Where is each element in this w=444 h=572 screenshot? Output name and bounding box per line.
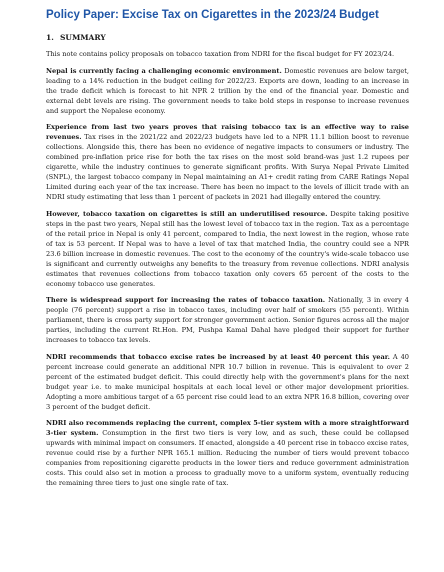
paragraph-lead: NDRI recommends that tobacco excise rates be increased by at least 40 percent this year. — [46, 352, 390, 361]
paragraph-lead: Nepal is currently facing a challenging economic environment. — [46, 66, 282, 75]
paragraph-lead: However, tobacco taxation on cigarettes is still an underutilised resource. — [46, 209, 328, 218]
paragraph-recommend-increase — [46, 352, 409, 412]
paragraph-tax-experience — [46, 122, 409, 202]
paragraph-lead: NDRI also recommends replacing the current, complex 5-tier system with a more straightforward 3-tier system. — [46, 419, 409, 437]
page-title: Policy Paper: Excise Tax on Cigarettes in the 2023/24 Budget — [46, 9, 379, 21]
paragraph-public-support — [46, 295, 409, 345]
paragraph-body: Domestic revenues are below target, leading to a 14% reduction in the budget ceiling for 2022/23. Exports are down, leading to an increase in the trade deficit which is forecast to hit NPR 2 trillion by the end of the financial year. Domestic and external debt levels are rising. The government needs to take bold steps in response to increase revenues and support the Nepalese economy. — [46, 66, 410, 115]
paragraph-economic-environment — [46, 66, 409, 116]
paragraph-body: Tax rises in the 2021/22 and 2022/23 budgets have led to a NPR 11.1 billion boost to revenue collections. Alongside this, there has been no evidence of negative impacts to consumers or industry. The combined pre-inflation price rise for both the tax rises on the most sold brand-was just 1.2 rupees per cigarette, while the industry continues to generate significant profits. With Surya Nepal Private Limited (SNPL), the largest tobacco company in Nepal maintaining an A1+ credit rating from CARE Ratings Nepal Limited during each year of the tax increase. There has been no impact to the levels of illicit trade with an NDRI study estimating that less than 1 percent of packets in 2021 had illegally entered the country. — [46, 133, 409, 201]
paragraph-body: Despite taking positive steps in the past two years, Nepal still has the lowest level of tobacco tax in the region. Tax as a percentage of the retail price in Nepal is only 41 percent, compared to India, the next lowest in the region, whose rate of tax is 53 percent. If Nepal was to have a level of tax that matched India, the country could see a NPR 23.6 billion increase in domestic revenues. The cost to the economy of the country's wide-scale tobacco use is significant and currently outweighs any benefits to the treasury from revenue collections. NDRI analysis estimates that revenues collections from tobacco taxation only covers 65 percent of the costs to the economy tobacco use generates. — [46, 209, 409, 288]
intro-paragraph: This note contains policy proposals on tobacco taxation from NDRI for the fiscal budget for FY 2023/24. — [46, 50, 395, 58]
paragraph-body: Nationally, 3 in every 4 people (76 percent) support a rise in tobacco taxes, including over half of smokers (55 percent). Within parliament, there is cross party support for stronger government action. Senior figures across all the major parties, including the current Rt.Hon. PM, Pushpa Kamal Dahal have pledged their support for further increases to tobacco tax levels. — [46, 296, 409, 344]
paragraph-lead: There is widespread support for increasing the rates of tobacco taxation. — [46, 296, 326, 304]
paragraph-recommend-tiers — [46, 418, 409, 488]
paragraph-body: A 40 percent increase could generate an additional NPR 10.7 billion in revenue. This is equivalent to over 2 percent of the estimated budget deficit. This could directly help with the government's plans for the next budget year i.e. to make municipal hospitals at each local level or other major development priorities. Adopting a more ambitious target of a 65 percent rise could lead to an extra NPR 16.8 billion, covering over 3 percent of the budget deficit. — [46, 352, 409, 411]
section-title: SUMMARY — [60, 33, 106, 42]
section-heading — [46, 33, 409, 43]
paragraph-underutilised — [46, 209, 409, 289]
section-number: 1. — [46, 33, 54, 42]
paragraph-body: Consumption in the first two tiers is very low, and as such, these could be collapsed upwards with minimal impact on consumers. If enacted, alongside a 40 percent rise in tobacco excise rates, revenue could rise by a further NPR 165.1 million. Reducing the number of tiers would prevent tobacco companies from repositioning cigarette products in the lower tiers and reduce government administration costs. This could also set in motion a process to gradually move to a uniform system, eventually reducing the remaining three tiers to just one single rate of tax. — [46, 429, 409, 487]
paragraph-lead: Experience from last two years proves that raising tobacco tax is an effective way to raise revenues. — [46, 123, 409, 141]
